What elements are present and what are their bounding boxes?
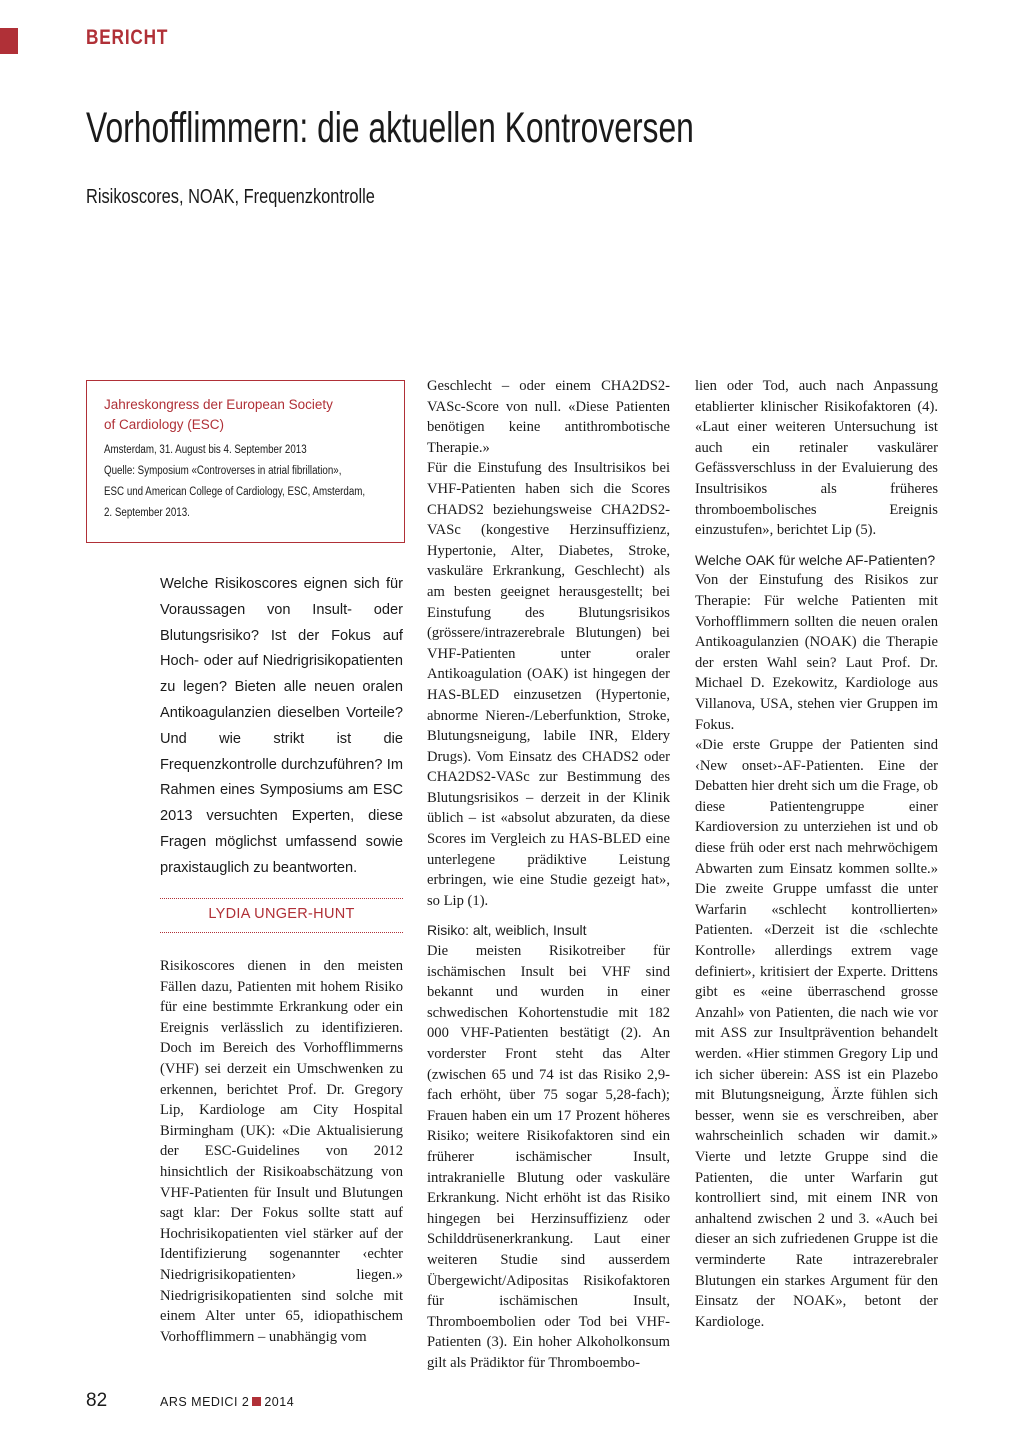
author-divider-bottom [160,932,403,933]
body-column-3 [695,376,938,1332]
body-paragraph: Geschlecht – oder einem CHA2DS2-VASc-Score von null. «Diese Patienten benötigen keine antithrombotische Therapie.» [427,378,670,456]
infobox-title [104,395,404,435]
infobox-date-place: Amsterdam, 31. August bis 4. September 2013 [104,444,307,456]
journal-footer [160,1395,294,1409]
infobox-title-line1: Jahreskongress der European Society [104,397,333,412]
footer-square-icon [252,1397,261,1406]
body-paragraph: Für die Einstufung des Insultrisikos bei VHF-Patienten haben sich die Scores CHADS2 beziehungsweise CHA2DS2-VASc (kongestive Herzinsuffizienz, Hypertonie, Alter, Diabetes, Stroke, vaskuläre Erkrankung, Geschlecht) als am besten geeignet herausgestellt; bei Einstufung des Blutungsrisikos (grössere/intrazerebrale Blutungen) bei VHF-Patienten unter oraler Antikoagulation (OAK) ist hingegen der HAS-BLED einzusetzen (Hypertonie, abnorme Nieren-/Leberfunktion, Stroke, Blutungsneigung, labile INR, Eldery Drugs). Vom Einsatz des CHADS2 oder CHA2DS2-VASc zur Bestimmung des Blutungsrisikos – derzeit in der Klinik üblich – ist «absolut abzuraten, da diese Scores im Vergleich zu HAS-BLED eine unterlegene prädiktive Leistung erbringen, wie eine Studie gezeigt hat», so Lip (1). [427,460,670,909]
congress-infobox [86,380,405,543]
body-paragraph: «Die erste Gruppe der Patienten sind ‹New onset›-AF-Patienten. Eine der Debatten hier dreht sich um die Frage, ob diese Patientengruppe einer Kardioversion zu unterziehen ist und ob diese früh oder erst nach mehrwöchigem Abwarten zum Einsatz kommen sollte.» Die zweite Gruppe umfasst die unter Warfarin «schlecht kontrollierten» Patienten. «Derzeit ist die ‹schlechte Kontrolle› allerdings extrem vage definiert», kritisiert der Experte. Drittens gibt es «eine überraschend grosse Anzahl» von Patienten, die nach wie vor mit ASS zur Insultprävention behandelt werden. «Hier stimmen Gregory Lip und ich sicher überein: ASS ist ein Plazebo mit Blutungsneigung, Ärzte fühlen sich besser, wenn sie es verschreiben, aber wahrscheinlich schaden wir damit.» Vierte und letzte Gruppe sind die Patienten, die unter Warfarin gut kontrolliert sind, mit einem INR von anhaltend zwischen 2 und 3. «Auch bei dieser an sich zufriedenen Gruppe ist die verminderte Rate intrazerebraler Blutungen ein starkes Argument für den Einsatz der NOAK», betont der Kardiologe. [695,737,938,1330]
article-title: Vorhofflimmern: die aktuellen Kontroversen [86,104,694,152]
body-paragraph: lien oder Tod, auch nach Anpassung etablierter klinischer Risikofaktoren (4). «Laut einer weiteren Untersuchung ist auch ein retinaler vaskulärer Gefässverschluss in der Evaluierung des Insultrisikos als früheres thromboembolisches Ereignis einzustufen», berichtet Lip (5). [695,378,938,539]
body-column-1 [160,956,403,1347]
body-column-2 [427,376,670,1374]
subheading-risiko: Risiko: alt, weiblich, Insult [427,922,587,939]
lead-paragraph: Welche Risikoscores eignen sich für Voraussagen von Insult- oder Blutungsrisiko? Ist der Fokus auf Hoch- oder auf Niedrigrisikopatienten zu legen? Bieten alle neuen oralen Antikoagulanzien dieselben Vorteile? Und wie strikt ist die Frequenzkontrolle durchzuführen? Im Rahmen eines Symposiums am ESC 2013 versuchten Experten, diese Fragen möglichst umfassend sowie praxistauglich zu beantworten. [160,576,403,876]
journal-name: ARS MEDICI 2 [160,1395,250,1409]
body-paragraph: Die meisten Risikotreiber für ischämischen Insult bei VHF sind bekannt und wurden in einer schwedischen Kohortenstudie mit 182 000 VHF-Patienten bestätigt (2). An vorderster Front steht das Alter (zwischen 65 und 74 ist das Risiko 2,9-fach erhöht, über 75 sogar 5,28-fach); Frauen haben ein um 17 Prozent höheres Risiko; weitere Risikofaktoren sind ein früherer ischämischer Insult, intrakranielle Blutung oder vaskuläre Erkrankung. Nicht erhöht ist das Risiko hingegen bei Herzinsuffizienz oder Schilddrüsenerkrankung. Laut einer weiteren Studie sind ausserdem Übergewicht/Adipositas Risikofaktoren für ischämischen Insult, Thromboembolien oder Tod bei VHF-Patienten (3). Ein hoher Alkoholkonsum gilt als Prädiktor für Thromboembo- [427,943,670,1371]
body-paragraph: Von der Einstufung des Risikos zur Therapie: Für welche Patienten mit Vorhofflimmern sollten die neuen oralen Antikoagulanzien (NOAK) die Therapie der ersten Wahl sein? Laut Prof. Dr. Michael D. Ezekowitz, Kardiologe aus Villanova, USA, stehen vier Gruppen im Fokus. [695,572,938,733]
author-name: LYDIA UNGER-HUNT [208,906,355,922]
body-paragraph: Risikoscores dienen in den meisten Fällen dazu, Patienten mit hohem Risiko für eine bestimmte Erkrankung oder ein Ereignis verlässlich zu identifizieren. Doch im Bereich des Vorhofflimmerns (VHF) sei derzeit ein Umschwenken zu erkennen, berichtet Prof. Dr. Gregory Lip, Kardiologe am City Hospital Birmingham (UK): «Die Aktualisierung der ESC-Guidelines von 2012 hinsichtlich der Risikoabschätzung von VHF-Patienten für Insult und Blutungen sagt klar: Der Fokus sollte statt auf Hochrisikopatienten viel stärker auf der Identifizierung sogenannter ‹echter Niedrigrisikopatienten› liegen.» Niedrigrisikopatienten sind solche mit einem Alter unter 65, idiopathischem Vorhofflimmern – unabhängig vom [160,958,403,1345]
infobox-source-line1: Quelle: Symposium «Controverses in atrial fibrillation», [104,465,342,477]
infobox-source-line3: 2. September 2013. [104,507,190,519]
section-accent-bar [0,28,18,54]
section-label: BERICHT [86,26,169,49]
infobox-title-line2: of Cardiology (ESC) [104,417,225,432]
author-divider-top [160,898,403,899]
journal-year: 2014 [264,1395,295,1409]
article-subtitle: Risikoscores, NOAK, Frequenzkontrolle [86,186,375,208]
infobox-source-line2: ESC und American College of Cardiology, ESC, Amsterdam, [104,486,366,498]
subheading-oak: Welche OAK für welche AF-Patienten? [695,551,936,568]
page-number: 82 [86,1390,108,1411]
